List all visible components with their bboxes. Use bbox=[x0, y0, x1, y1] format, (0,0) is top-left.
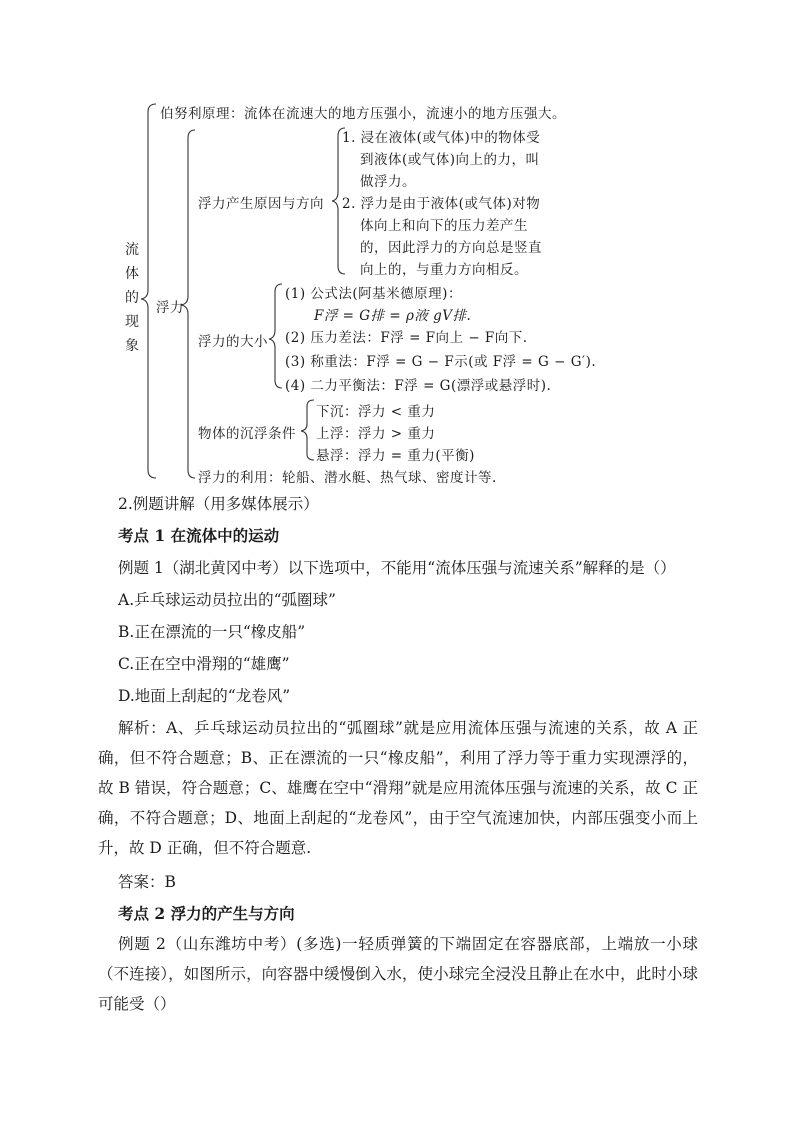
root-char: 流 bbox=[125, 242, 139, 258]
method-weighing: (3) 称重法：F浮 = G − F示(或 F浮 = G − G′). bbox=[285, 354, 597, 370]
cause-label: 浮力产生原因与方向 bbox=[198, 196, 324, 212]
option-a: A.乒乓球运动员拉出的“弧圈球” bbox=[118, 591, 336, 609]
cause-line: 体向上和向下的压力差产生 bbox=[360, 218, 528, 234]
method-pressure-diff: (2) 压力差法：F浮 = F向上 − F向下. bbox=[285, 330, 528, 346]
example2-question: 例题 2（山东潍坊中考）(多选)一轻质弹簧的下端固定在容器底部，上端放一小球（不连接），如图所示，向容器中缓慢倒入水，使小球完全浸没且静止在水中，此时小球可能受（） bbox=[98, 935, 698, 1013]
section-title: 2.例题讲解（用多媒体展示） bbox=[118, 495, 319, 513]
cause-line: 的，因此浮力的方向总是竖直 bbox=[360, 240, 542, 256]
example1-question: 例题 1（湖北黄冈中考）以下选项中，不能用“流体压强与流速关系”解释的是（） bbox=[118, 559, 676, 577]
example1-answer: 答案：B bbox=[118, 873, 176, 891]
cause-line: 1. 浸在液体(或气体)中的物体受 bbox=[342, 130, 541, 146]
buoyancy-label: 浮力 bbox=[156, 300, 184, 316]
magnitude-brace bbox=[269, 284, 282, 388]
main-brace bbox=[141, 104, 156, 478]
option-d: D.地面上刮起的“龙卷风” bbox=[118, 687, 291, 705]
root-label bbox=[124, 238, 140, 358]
sinkfloat-item: 悬浮：浮力 = 重力(平衡) bbox=[316, 448, 475, 464]
buoyancy-usage: 浮力的利用：轮船、潜水艇、热气球、密度计等. bbox=[198, 470, 497, 486]
cause-line: 向上的，与重力方向相反。 bbox=[360, 262, 528, 278]
sinkfloat-item: 上浮：浮力 > 重力 bbox=[316, 426, 436, 442]
example1-analysis: 解析：A、乒乓球运动员拉出的“弧圈球”就是应用流体压强与流速的关系，故 A 正确，但不符合题意；B、正在漂流的一只“橡皮船”，利用了浮力等于重力实现漂浮的，故 B 错误，符合题意；C、雄鹰在空中“滑翔”就是应用流体压强与流速的关系，故 C 正确，不符合题意；D、地面上刮起的“龙卷风”，由于空气流速加快，内部压强变小而上升，故 D 正确，但不符合题意. bbox=[98, 719, 698, 857]
root-char: 的 bbox=[125, 290, 139, 306]
root-char: 象 bbox=[125, 338, 139, 354]
bernoulli-principle: 伯努利原理：流体在流速大的地方压强小，流速小的地方压强大。 bbox=[160, 106, 566, 122]
root-char: 体 bbox=[125, 266, 139, 282]
sinkfloat-item: 下沉：浮力 < 重力 bbox=[316, 404, 436, 420]
cause-line: 到液体(或气体)向上的力，叫 bbox=[360, 152, 540, 168]
sinkfloat-brace bbox=[301, 400, 314, 460]
cause-line: 2. 浮力是由于液体(或气体)对物 bbox=[342, 196, 541, 212]
kp1-title: 考点 1 在流体中的运动 bbox=[118, 526, 280, 545]
cause-line: 做浮力。 bbox=[360, 174, 416, 190]
option-c: C.正在空中滑翔的“雄鹰” bbox=[118, 655, 290, 673]
sinkfloat-label: 物体的沉浮条件 bbox=[198, 426, 296, 442]
kp2-title: 考点 2 浮力的产生与方向 bbox=[118, 904, 295, 923]
magnitude-label: 浮力的大小 bbox=[198, 334, 268, 350]
option-b: B.正在漂流的一只“橡皮船” bbox=[118, 623, 306, 641]
method-formula: (1) 公式法(阿基米德原理)： bbox=[285, 286, 462, 302]
method-balance: (4) 二力平衡法：F浮 = G(漂浮或悬浮时). bbox=[285, 378, 552, 394]
archimedes-formula: F浮 = G排 = ρ液 gV排. bbox=[314, 308, 472, 324]
root-char: 现 bbox=[125, 314, 139, 330]
